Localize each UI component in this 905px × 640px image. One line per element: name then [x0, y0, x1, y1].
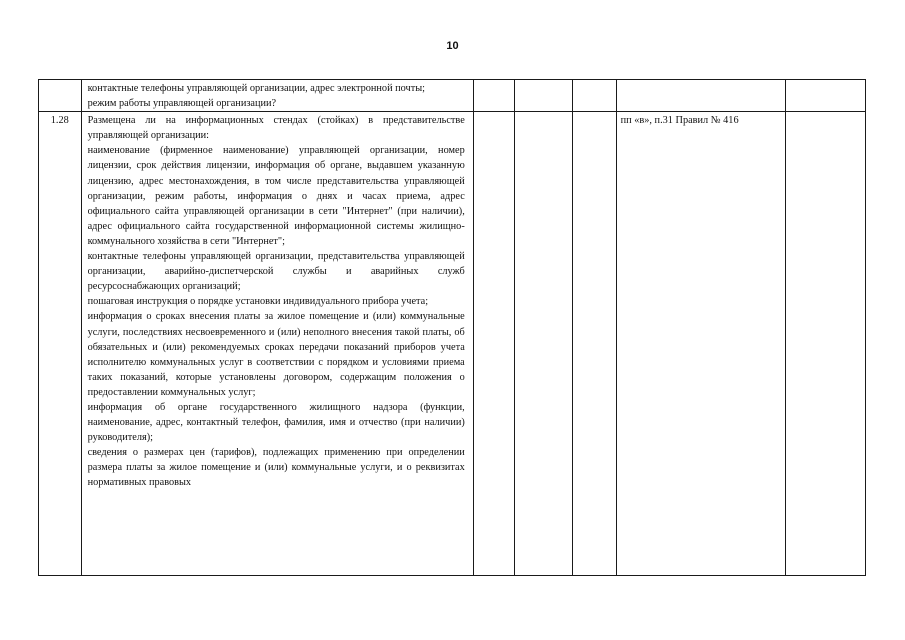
- question-cell: [81, 80, 473, 112]
- row-number-cell: [39, 112, 82, 576]
- legal-reference: пп «в», п.31 Правил № 416: [620, 115, 739, 127]
- table-row-1-28: [39, 112, 866, 576]
- table-row-continuation: [39, 80, 866, 112]
- question-line: информация об органе государственного жилищного надзора (функции, наименование, адрес, контактный телефон, фамилия, имя и отчество (при наличии) руководителя);: [87, 401, 465, 444]
- row-number-cell: [39, 80, 82, 112]
- question-line: контактные телефоны управляющей организации, адрес электронной почты;: [87, 83, 426, 94]
- question-line: режим работы управляющей организации?: [87, 98, 277, 110]
- question-text: [82, 112, 473, 575]
- answer-yes-cell: [473, 112, 515, 576]
- question-line: контактные телефоны управляющей организации, представительства управляющей организации, аварийно-диспетчерской службы и аварийных служб ресурсоснабжающих организаций;: [87, 251, 465, 293]
- checklist-table: [38, 79, 866, 576]
- answer-na-cell: [573, 80, 617, 112]
- row-number: [39, 80, 81, 81]
- question-line: Размещена ли на информационных стендах (стойках) в представительстве управляющей организации:: [87, 115, 465, 142]
- row-number: 1.28: [50, 115, 69, 127]
- answer-no-cell: [515, 112, 573, 576]
- legal-reference: [617, 80, 785, 81]
- question-line: пошаговая инструкция о порядке установки индивидуального прибора учета;: [87, 296, 429, 308]
- answer-no-cell: [515, 80, 573, 112]
- notes-cell: [785, 112, 865, 576]
- page-number: 10: [446, 40, 459, 52]
- question-cell: [81, 112, 473, 576]
- notes-cell: [785, 80, 865, 112]
- reference-cell: [616, 80, 785, 112]
- question-line: наименование (фирменное наименование) управляющей организации, номер лицензии, срок действия лицензии, информация об органе, выдавшем указанную лицензию, адрес местонахождения, в том числе представительства управляющей организации, режим работы, информация о днях и часах приема, адрес официального сайта управляющей организации в сети "Интернет" (при наличии), адрес официального сайта государственной информационной системы жилищно-коммунального хозяйства в сети "Интернет";: [87, 145, 465, 247]
- answer-na-cell: [573, 112, 617, 576]
- question-line: сведения о размерах цен (тарифов), подлежащих применению при определении размера платы за жилое помещение и (или) коммунальные услуги, и о реквизитах нормативных правовых: [87, 447, 465, 489]
- reference-cell: [616, 112, 785, 576]
- question-line: информация о сроках внесения платы за жилое помещение и (или) коммунальные услуги, последствиях несвоевременного и (или) неполного внесения такой платы, об обязательных и (или) рекомендуемых сроках передачи показаний приборов учета исполнителю коммунальных услуг в соответствии с порядком и условиями приема таких показаний, которые установлены договором, содержащим положения о предоставлении коммунальных услуг;: [87, 311, 465, 398]
- question-text: [82, 80, 473, 111]
- answer-yes-cell: [473, 80, 515, 112]
